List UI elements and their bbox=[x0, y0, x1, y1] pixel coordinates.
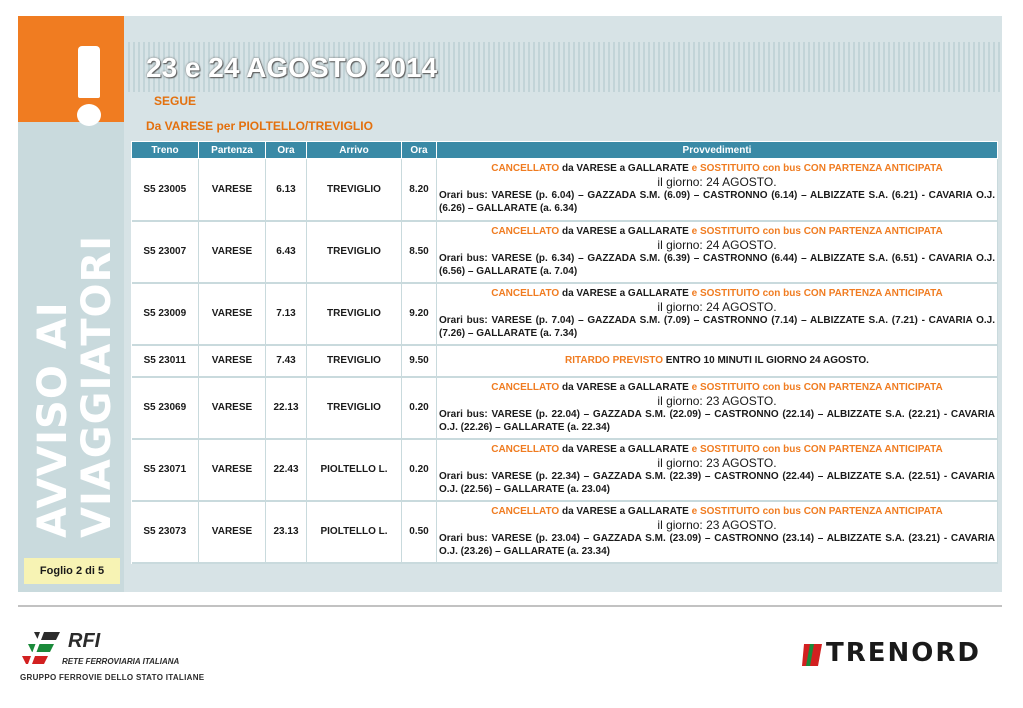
cancel-line bbox=[439, 163, 995, 175]
cell-provvedimenti bbox=[437, 501, 998, 563]
cell-ora-partenza: 6.43 bbox=[266, 221, 307, 283]
cell-provvedimenti bbox=[437, 377, 998, 439]
substitution-note: e SOSTITUITO con bus CON PARTENZA ANTICIPATA bbox=[691, 505, 943, 517]
cell-arrivo: TREVIGLIO bbox=[307, 377, 402, 439]
cancel-segment: da VARESE a GALLARATE bbox=[561, 381, 689, 393]
cell-partenza: VARESE bbox=[199, 159, 266, 221]
bus-schedule: Orari bus: VARESE (p. 6.04) – GAZZADA S.M. (6.09) – CASTRONNO (6.14) – ALBIZZATE S.A. (6.21) - CAVARIA O.J. (6.26) – GALLARATE (a. 6.34) bbox=[439, 190, 995, 215]
col-header-partenza: Partenza bbox=[199, 142, 266, 159]
vertical-banner bbox=[24, 200, 116, 540]
cell-arrivo: TREVIGLIO bbox=[307, 159, 402, 221]
cell-partenza: VARESE bbox=[199, 377, 266, 439]
cell-partenza: VARESE bbox=[199, 439, 266, 501]
trenord-mark-icon bbox=[800, 640, 826, 670]
cancel-segment: da VARESE a GALLARATE bbox=[561, 505, 689, 517]
cell-provvedimenti bbox=[437, 221, 998, 283]
cancel-segment: da VARESE a GALLARATE bbox=[561, 225, 689, 237]
col-header-ora-partenza: Ora bbox=[266, 142, 307, 159]
cell-provvedimenti bbox=[437, 159, 998, 221]
cell-provvedimenti bbox=[437, 345, 998, 377]
cancel-line bbox=[439, 506, 995, 518]
banner-line-1: AVVISO AI bbox=[30, 301, 76, 538]
cancel-status: CANCELLATO bbox=[491, 225, 560, 237]
cell-treno: S5 23007 bbox=[132, 221, 199, 283]
cell-provvedimenti bbox=[437, 283, 998, 345]
rfi-logo bbox=[20, 630, 220, 684]
rfi-name: RFI bbox=[68, 630, 101, 652]
cancel-segment: da VARESE a GALLARATE bbox=[561, 443, 689, 455]
bus-schedule: Orari bus: VARESE (p. 22.34) – GAZZADA S.M. (22.39) – CASTRONNO (22.44) – ALBIZZATE S.A. (22.51) - CAVARIA O.J. (22.56) – GALLARATE (a. 23.04) bbox=[439, 470, 995, 495]
service-date: il giorno: 24 AGOSTO. bbox=[657, 237, 777, 252]
service-date: il giorno: 23 AGOSTO. bbox=[657, 455, 777, 470]
cell-ora-partenza: 7.13 bbox=[266, 283, 307, 345]
cell-ora-arrivo: 9.20 bbox=[402, 283, 437, 345]
bus-schedule: Orari bus: VARESE (p. 23.04) – GAZZADA S.M. (23.09) – CASTRONNO (23.14) – ALBIZZATE S.A. (23.21) - CAVARIA O.J. (23.26) – GALLARATE (a. 23.34) bbox=[439, 532, 995, 557]
cell-treno: S5 23009 bbox=[132, 283, 199, 345]
cancel-line bbox=[439, 226, 995, 238]
cell-ora-partenza: 6.13 bbox=[266, 159, 307, 221]
table-row bbox=[132, 501, 998, 563]
cell-ora-arrivo: 8.20 bbox=[402, 159, 437, 221]
cell-ora-partenza: 22.13 bbox=[266, 377, 307, 439]
timetable bbox=[131, 141, 998, 564]
rfi-group-name: GRUPPO FERROVIE DELLO STATO ITALIANE bbox=[20, 673, 205, 682]
col-header-provvedimenti: Provvedimenti bbox=[437, 142, 998, 159]
page-title: 23 e 24 AGOSTO 2014 bbox=[146, 52, 438, 83]
substitution-note: e SOSTITUITO con bus CON PARTENZA ANTICIPATA bbox=[691, 287, 943, 299]
cell-partenza: VARESE bbox=[199, 501, 266, 563]
trenord-logo bbox=[800, 638, 1000, 672]
cancel-segment: da VARESE a GALLARATE bbox=[561, 287, 689, 299]
table-row bbox=[132, 377, 998, 439]
footer-divider bbox=[18, 605, 1002, 607]
service-date: il giorno: 24 AGOSTO. bbox=[657, 175, 777, 190]
bus-schedule: Orari bus: VARESE (p. 22.04) – GAZZADA S.M. (22.09) – CASTRONNO (22.14) – ALBIZZATE S.A. (22.21) - CAVARIA O.J. (22.26) – GALLARATE (a. 22.34) bbox=[439, 408, 995, 433]
cell-arrivo: TREVIGLIO bbox=[307, 221, 402, 283]
substitution-note: e SOSTITUITO con bus CON PARTENZA ANTICIPATA bbox=[691, 381, 943, 393]
col-header-arrivo: Arrivo bbox=[307, 142, 402, 159]
cell-ora-arrivo: 8.50 bbox=[402, 221, 437, 283]
trenord-name: TRENORD bbox=[826, 638, 981, 668]
banner-line-2: VIAGGIATORI bbox=[74, 234, 116, 538]
table-row bbox=[132, 221, 998, 283]
cell-treno: S5 23071 bbox=[132, 439, 199, 501]
service-date: il giorno: 23 AGOSTO. bbox=[657, 393, 777, 408]
cancel-status: CANCELLATO bbox=[491, 163, 560, 175]
cell-ora-partenza: 23.13 bbox=[266, 501, 307, 563]
cell-arrivo: TREVIGLIO bbox=[307, 345, 402, 377]
rfi-mark-icon bbox=[20, 630, 64, 670]
table-row bbox=[132, 159, 998, 221]
cell-ora-partenza: 7.43 bbox=[266, 345, 307, 377]
cancel-segment: da VARESE a GALLARATE bbox=[561, 163, 689, 175]
bus-schedule: Orari bus: VARESE (p. 6.34) – GAZZADA S.M. (6.39) – CASTRONNO (6.44) – ALBIZZATE S.A. (6.51) - CAVARIA O.J. (6.56) – GALLARATE (a. 7.04) bbox=[439, 252, 995, 277]
cell-arrivo: PIOLTELLO L. bbox=[307, 501, 402, 563]
cell-partenza: VARESE bbox=[199, 345, 266, 377]
cell-partenza: VARESE bbox=[199, 221, 266, 283]
cell-arrivo: TREVIGLIO bbox=[307, 283, 402, 345]
warning-exclamation-icon bbox=[18, 16, 124, 122]
cancel-status: CANCELLATO bbox=[491, 381, 560, 393]
cell-ora-arrivo: 0.20 bbox=[402, 377, 437, 439]
table-row bbox=[132, 283, 998, 345]
cell-treno: S5 23005 bbox=[132, 159, 199, 221]
service-date: il giorno: 24 AGOSTO. bbox=[657, 299, 777, 314]
cancel-status: CANCELLATO bbox=[491, 505, 560, 517]
cell-ora-arrivo: 0.50 bbox=[402, 501, 437, 563]
substitution-note: e SOSTITUITO con bus CON PARTENZA ANTICIPATA bbox=[691, 443, 943, 455]
bus-schedule: Orari bus: VARESE (p. 7.04) – GAZZADA S.M. (7.09) – CASTRONNO (7.14) – ALBIZZATE S.A. (7.21) - CAVARIA O.J. (7.26) – GALLARATE (a. 7.34) bbox=[439, 314, 995, 339]
cancel-status: CANCELLATO bbox=[491, 287, 560, 299]
cell-treno: S5 23073 bbox=[132, 501, 199, 563]
col-header-treno: Treno bbox=[132, 142, 199, 159]
cancel-status: CANCELLATO bbox=[491, 443, 560, 455]
delay-detail: ENTRO 10 MINUTI IL GIORNO 24 AGOSTO. bbox=[665, 354, 869, 366]
segue-label: SEGUE bbox=[154, 94, 197, 108]
table-row bbox=[132, 345, 998, 377]
cancel-line bbox=[439, 288, 995, 300]
substitution-note: e SOSTITUITO con bus CON PARTENZA ANTICIPATA bbox=[691, 163, 943, 175]
cell-ora-arrivo: 9.50 bbox=[402, 345, 437, 377]
col-header-ora-arrivo: Ora bbox=[402, 142, 437, 159]
vertical-banner-text bbox=[24, 200, 116, 540]
cancel-line bbox=[439, 444, 995, 456]
rfi-full-name: RETE FERROVIARIA ITALIANA bbox=[62, 657, 180, 666]
cell-treno: S5 23011 bbox=[132, 345, 199, 377]
cancel-line bbox=[439, 382, 995, 394]
table-header-row bbox=[132, 142, 998, 159]
table-row bbox=[132, 439, 998, 501]
exclamation-bar bbox=[78, 46, 100, 98]
cell-ora-arrivo: 0.20 bbox=[402, 439, 437, 501]
cell-partenza: VARESE bbox=[199, 283, 266, 345]
cell-ora-partenza: 22.43 bbox=[266, 439, 307, 501]
substitution-note: e SOSTITUITO con bus CON PARTENZA ANTICIPATA bbox=[691, 225, 943, 237]
cell-arrivo: PIOLTELLO L. bbox=[307, 439, 402, 501]
service-date: il giorno: 23 AGOSTO. bbox=[657, 517, 777, 532]
exclamation-dot bbox=[77, 104, 101, 126]
delay-note bbox=[439, 355, 995, 367]
cell-provvedimenti bbox=[437, 439, 998, 501]
route-label: Da VARESE per PIOLTELLO/TREVIGLIO bbox=[146, 119, 373, 133]
page-indicator: Foglio 2 di 5 bbox=[24, 558, 120, 584]
delay-status: RITARDO PREVISTO bbox=[565, 354, 663, 366]
cell-treno: S5 23069 bbox=[132, 377, 199, 439]
